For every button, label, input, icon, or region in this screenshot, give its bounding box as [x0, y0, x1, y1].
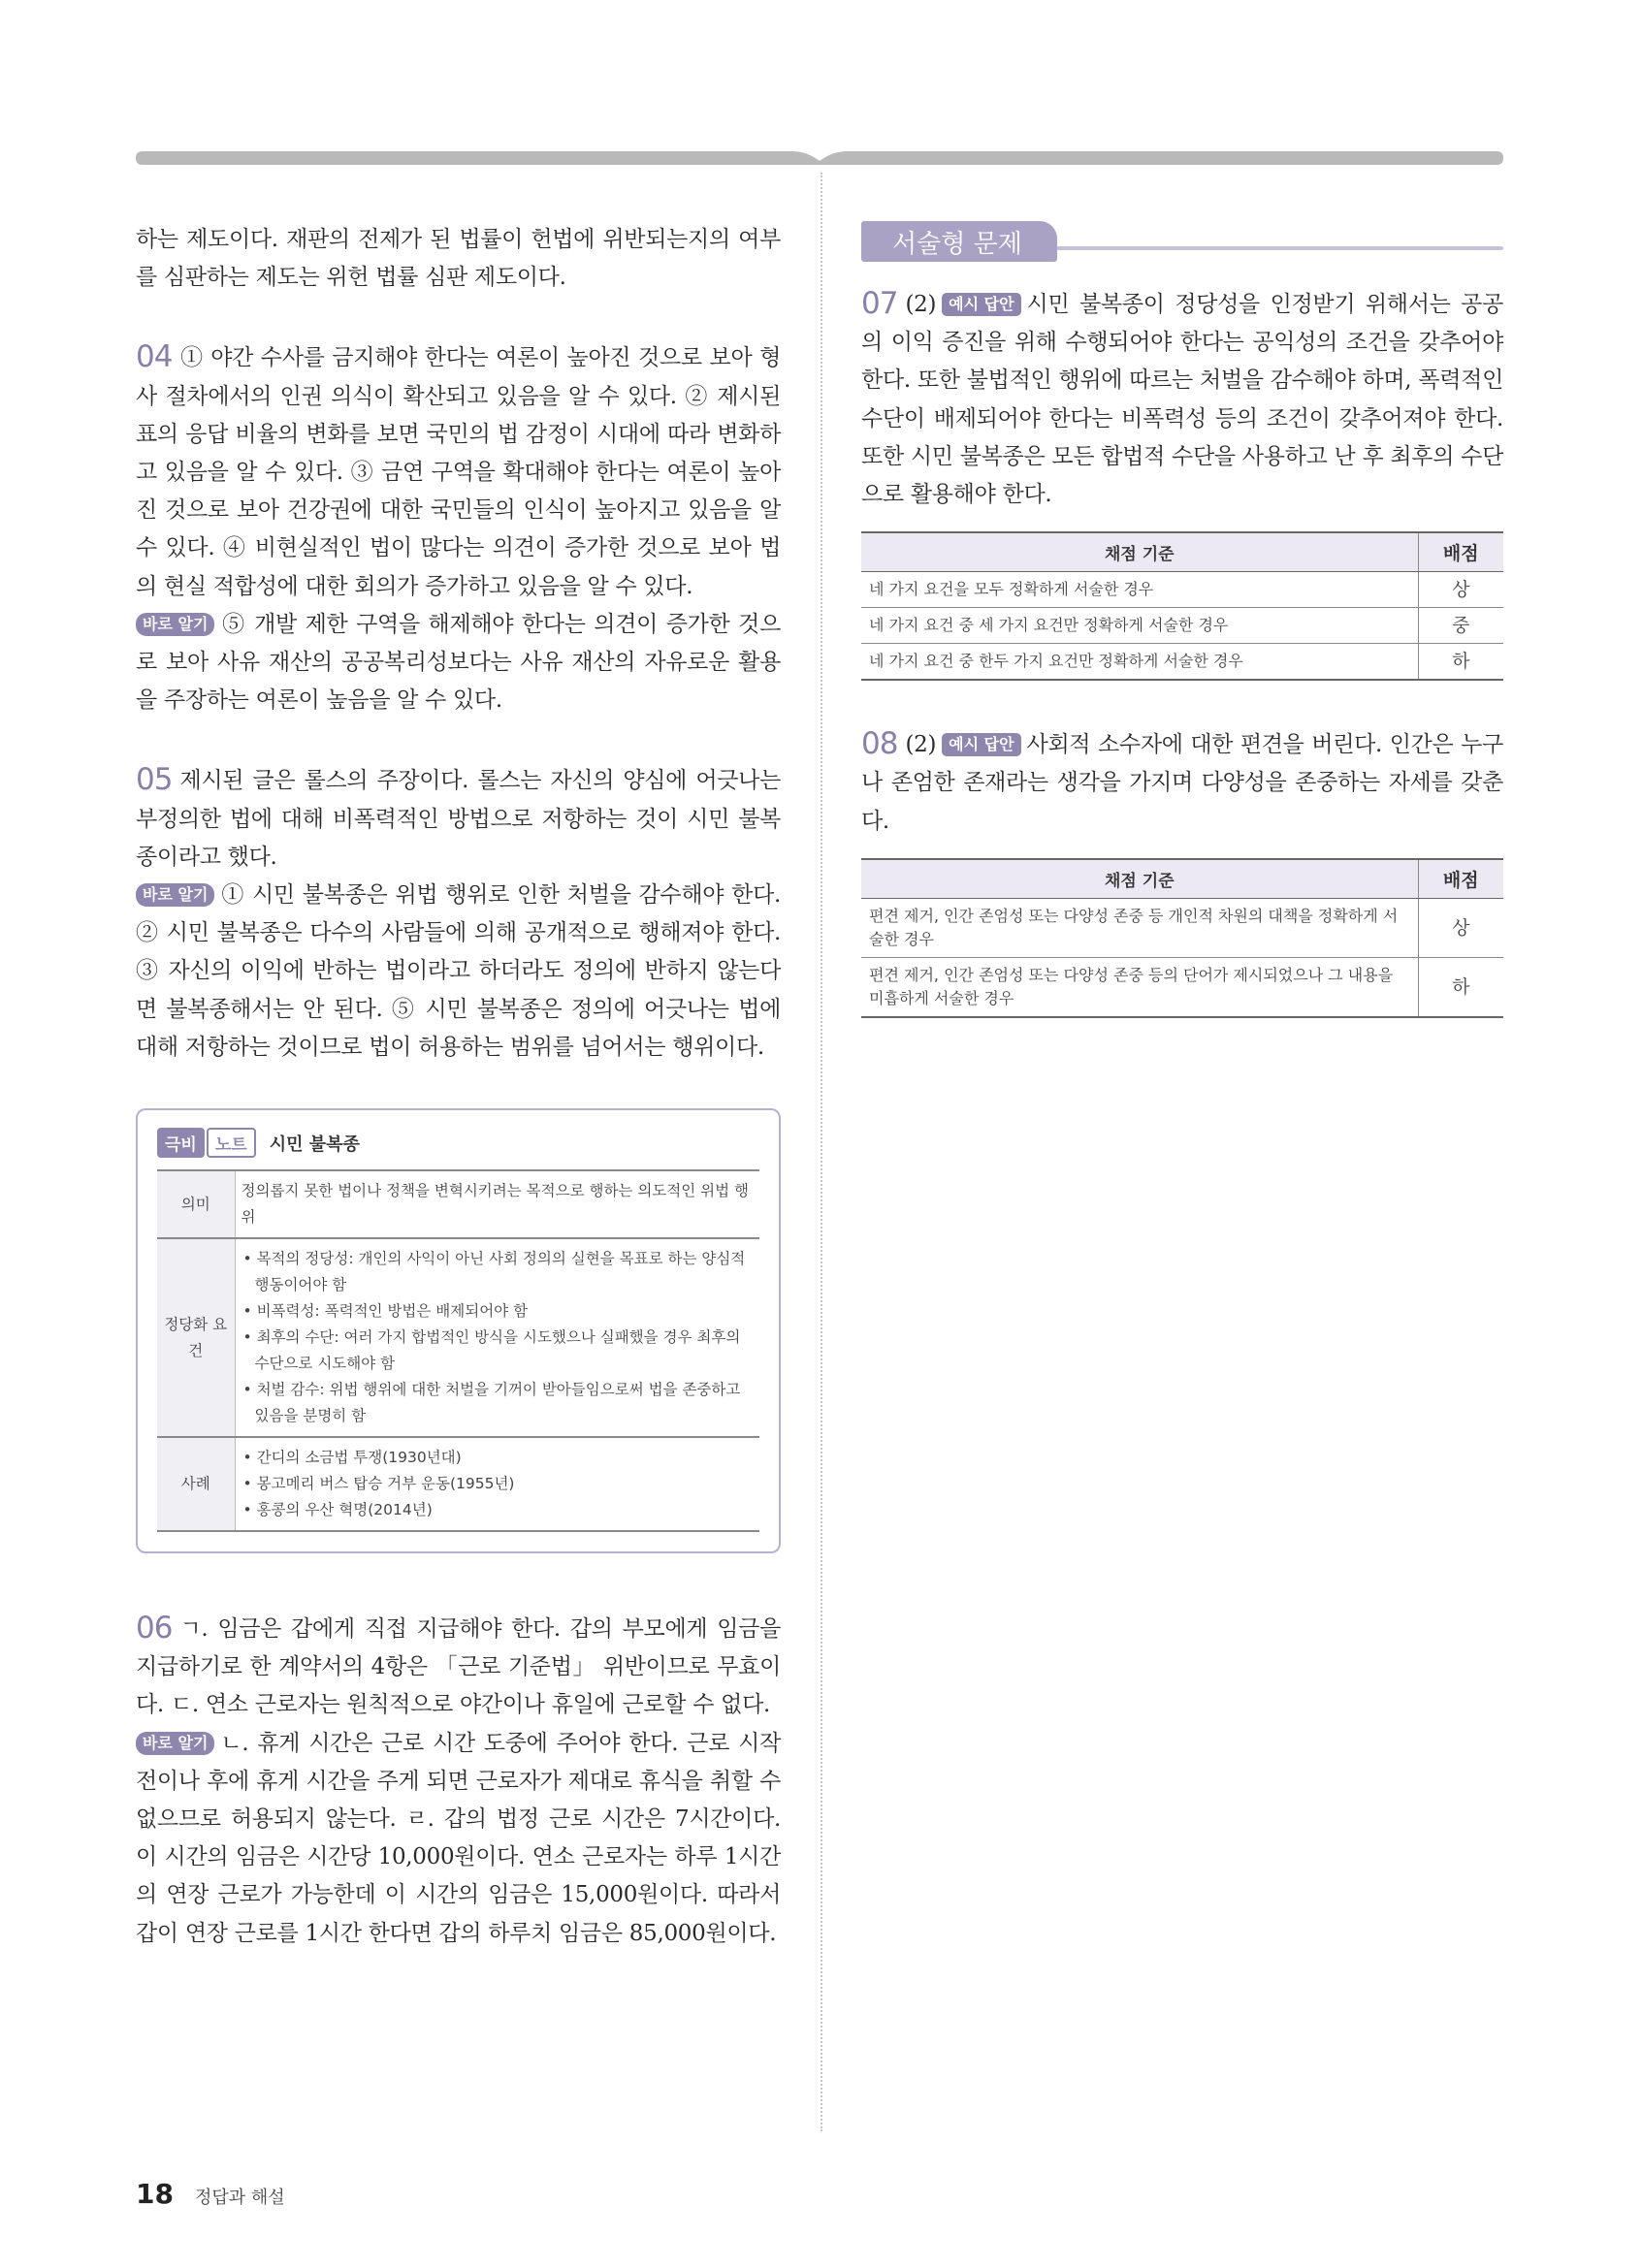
- list-item: • 홍콩의 우산 혁명(2014년): [241, 1497, 755, 1523]
- table-row: [861, 957, 1503, 1017]
- correction-badge: 바로 알기: [136, 1732, 214, 1755]
- answer-text: ① 야간 수사를 금지해야 한다는 여론이 높아진 것으로 보아 형사 절차에서의 인권 의식이 확산되고 있음을 알 수 있다. ② 제시된 표의 응답 비율의 변화를 보면 국민의 법 감정이 시대에 따라 변화하고 있음을 알 수 있다. ③ 금연 구역을 확대해야 한다는 여론이 높아진 것으로 보아 건강권에 대한 국민들의 인식이 높아지고 있음을 알 수 있다. ④ 비현실적인 법이 많다는 의견이 증가한 것으로 보아 법의 현실 적합성에 대한 회의가 증가하고 있음을 알 수 있다.: [136, 345, 781, 599]
- answer-text: 사회적 소수자에 대한 편견을 버린다. 인간은 누구나 존엄한 존재라는 생각을 가지며 다양성을 존중하는 자세를 갖춘다.: [861, 732, 1503, 834]
- note-row-key: 정당화 요건: [157, 1238, 235, 1437]
- section-title-sub: 문제: [973, 229, 1022, 259]
- question-number: 08: [861, 726, 898, 762]
- correction-badge: 바로 알기: [136, 613, 214, 636]
- sub-question: (2): [905, 732, 937, 758]
- top-decorative-bar: [136, 151, 1503, 165]
- left-column: [136, 221, 781, 1995]
- note-row-list: [235, 1238, 759, 1437]
- question-07: [861, 285, 1503, 681]
- note-header: [157, 1128, 759, 1158]
- question-06: [136, 1610, 781, 1953]
- note-title: 시민 불복종: [269, 1134, 360, 1155]
- correction-text: ⑤ 개발 제한 구역을 해제해야 한다는 의견이 증가한 것으로 보아 사유 재산의 공공복리성보다는 사유 재산의 자유로운 활용을 주장하는 여론이 높음을 알 수 있다.: [136, 611, 781, 714]
- question-number: 05: [136, 762, 173, 798]
- question-number: 06: [136, 1611, 173, 1646]
- score-cell: 상: [1418, 898, 1503, 957]
- criterion-cell: 편견 제거, 인간 존엄성 또는 다양성 존중 등의 단어가 제시되었으나 그 내용을 미흡하게 서술한 경우: [861, 957, 1418, 1017]
- correction-text: ㄴ. 휴게 시간은 근로 시간 도중에 주어야 한다. 근로 시작 전이나 후에 휴게 시간을 주게 되면 근로자가 제대로 휴식을 취할 수 없으므로 허용되지 않는다. ㄹ. 갑의 법정 근로 시간은 7시간이다. 이 시간의 임금은 시간당 10,000원이다. 연소 근로자는 하루 1시간의 연장 근로가 가능한데 이 시간의 임금은 15,000원이다. 따라서 갑이 연장 근로를 1시간 한다면 갑의 하루치 임금은 85,000원이다.: [136, 1730, 781, 1946]
- note-table: [157, 1169, 759, 1532]
- note-row-key: 사례: [157, 1437, 235, 1531]
- example-answer-badge: 예시 답안: [942, 733, 1020, 756]
- table-header-criterion: 채점 기준: [861, 859, 1418, 899]
- criterion-cell: 네 가지 요건 중 한두 가지 요건만 정확하게 서술한 경우: [861, 644, 1418, 681]
- note-row-list: [235, 1437, 759, 1531]
- list-item: • 몽고메리 버스 탑승 거부 운동(1955년): [241, 1471, 755, 1497]
- section-title-main: 서술형: [892, 229, 966, 259]
- note-row-key: 의미: [157, 1170, 235, 1238]
- table-header-criterion: 채점 기준: [861, 532, 1418, 572]
- table-header-score: 배점: [1418, 859, 1503, 899]
- scoring-table: [861, 531, 1503, 681]
- table-row: [861, 644, 1503, 681]
- list-item: • 비폭력성: 폭력적인 방법은 배제되어야 함: [241, 1298, 755, 1325]
- score-cell: 상: [1418, 572, 1503, 608]
- section-title: [861, 221, 1057, 262]
- column-divider: [821, 173, 822, 2131]
- correction-text: ① 시민 불복종은 위법 행위로 인한 처벌을 감수해야 한다. ② 시민 불복종은 다수의 사람들에 의해 공개적으로 행해져야 한다. ③ 자신의 이익에 반하는 법이라고 하더라도 정의에 반하지 않는다면 불복종해서는 안 된다. ⑤ 시민 불복종은 정의에 어긋나는 법에 대해 저항하는 것이므로 법이 허용하는 범위를 넘어서는 행위이다.: [136, 882, 781, 1060]
- sub-question: (2): [905, 292, 937, 317]
- score-cell: 중: [1418, 608, 1503, 644]
- question-number: 07: [861, 286, 898, 321]
- criterion-cell: 네 가지 요건을 모두 정확하게 서술한 경우: [861, 572, 1418, 608]
- note-box: [136, 1108, 781, 1553]
- note-row: [157, 1170, 759, 1238]
- criterion-cell: 네 가지 요건 중 세 가지 요건만 정확하게 서술한 경우: [861, 608, 1418, 644]
- question-04: [136, 338, 781, 719]
- criterion-cell: 편견 제거, 인간 존엄성 또는 다양성 존중 등 개인적 차원의 대책을 정확하게 서술한 경우: [861, 898, 1418, 957]
- note-row: [157, 1437, 759, 1531]
- list-item: • 목적의 정당성: 개인의 사익이 아닌 사회 정의의 실현을 목표로 하는 양심적 행동이어야 함: [241, 1246, 755, 1298]
- scoring-table: [861, 858, 1503, 1018]
- question-number: 04: [136, 339, 173, 375]
- note-row-text: 정의롭지 못한 법이나 정책을 변혁시키려는 목적으로 행하는 의도적인 위법 행위: [235, 1170, 759, 1238]
- example-answer-badge: 예시 답안: [942, 293, 1020, 316]
- section-header-line: [1036, 246, 1503, 250]
- table-row: [861, 572, 1503, 608]
- score-cell: 하: [1418, 957, 1503, 1017]
- answer-text: 시민 불복종이 정당성을 인정받기 위해서는 공공의 이익 증진을 위해 수행되어야 한다는 공익성의 조건을 갖추어야 한다. 또한 불법적인 행위에 따르는 처벌을 감수해야 하며, 폭력적인 수단이 배제되어야 한다는 비폭력성 등의 조건이 갖추어져야 한다. 또한 시민 불복종은 모든 합법적 수단을 사용하고 난 후 최후의 수단으로 활용해야 한다.: [861, 292, 1503, 508]
- answer-text: 제시된 글은 롤스의 주장이다. 롤스는 자신의 양심에 어긋나는 부정의한 법에 대해 비폭력적인 방법으로 저항하는 것이 시민 불복종이라고 했다.: [136, 768, 781, 870]
- score-cell: 하: [1418, 644, 1503, 681]
- page-footer: [136, 2178, 285, 2210]
- note-tag: 극비: [157, 1128, 205, 1158]
- table-header-score: 배점: [1418, 532, 1503, 572]
- question-08: [861, 725, 1503, 1018]
- table-row: [861, 898, 1503, 957]
- correction-badge: 바로 알기: [136, 883, 214, 907]
- section-header: [861, 221, 1503, 266]
- list-item: • 간디의 소금법 투쟁(1930년대): [241, 1445, 755, 1471]
- question-05: [136, 761, 781, 1067]
- table-row: [861, 608, 1503, 644]
- list-item: • 처벌 감수: 위법 행위에 대한 처벌을 기꺼이 받아들임으로써 법을 존중하고 있음을 분명히 함: [241, 1377, 755, 1429]
- right-column: [861, 221, 1503, 1063]
- list-item: • 최후의 수단: 여러 가지 합법적인 방식을 시도했으나 실패했을 경우 최후의 수단으로 시도해야 함: [241, 1325, 755, 1377]
- intro-paragraph: 하는 제도이다. 재판의 전제가 된 법률이 헌법에 위반되는지의 여부를 심판하는 제도는 위헌 법률 심판 제도이다.: [136, 227, 781, 291]
- note-row: [157, 1238, 759, 1437]
- answer-text: ㄱ. 임금은 갑에게 직접 지급해야 한다. 갑의 부모에게 임금을 지급하기로 한 계약서의 4항은 「근로 기준법」 위반이므로 무효이다. ㄷ. 연소 근로자는 원칙적으로 야간이나 휴일에 근로할 수 없다.: [136, 1616, 781, 1718]
- footer-label: 정답과 해설: [194, 2188, 285, 2208]
- page-number: 18: [136, 2178, 174, 2210]
- note-tag-book: 노트: [207, 1128, 256, 1158]
